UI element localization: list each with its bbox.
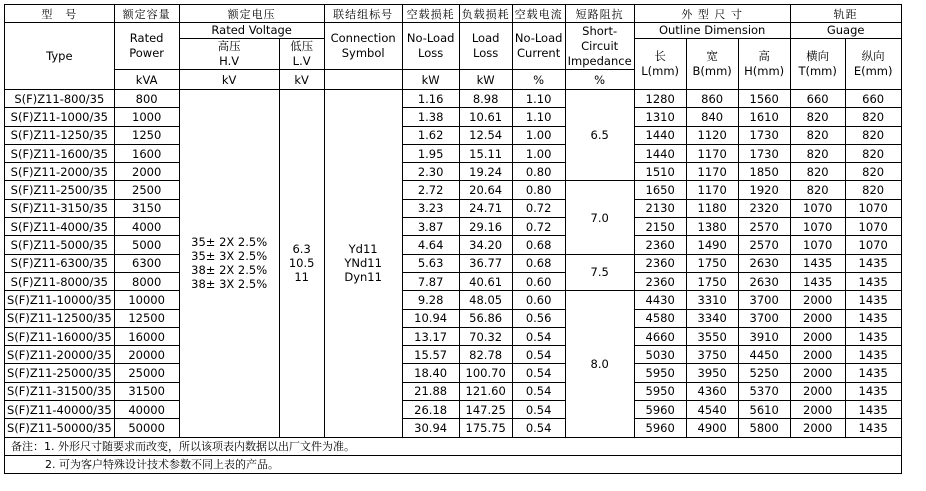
capacity-cell: 25000 <box>114 364 179 382</box>
gauge-t-cell: 1435 <box>790 254 845 272</box>
gauge-e-cell: 1435 <box>845 364 901 382</box>
hv-header-en: H.V <box>219 54 240 68</box>
load-loss-header-en-line1: Load <box>471 31 500 45</box>
capacity-header-cn: 额定容量 <box>114 5 179 23</box>
load-loss-cell: 175.75 <box>459 419 512 437</box>
gauge-t-cell: 820 <box>790 108 845 126</box>
load-loss-cell: 34.20 <box>459 236 512 254</box>
noload-loss-cell: 13.17 <box>402 327 459 345</box>
height-cell: 3700 <box>738 309 790 327</box>
spec-table-body <box>5 90 902 438</box>
voltage-header-en: Rated Voltage <box>179 23 324 39</box>
noload-loss-cell: 9.28 <box>402 291 459 309</box>
noload-current-cell: 0.60 <box>512 291 565 309</box>
noload-loss-cell: 21.88 <box>402 382 459 400</box>
noload-loss-cell: 4.64 <box>402 236 459 254</box>
noload-current-cell: 0.54 <box>512 419 565 437</box>
noload-current-header-en-line2: Current <box>517 46 561 60</box>
load-loss-header-en-line2: Loss <box>473 46 499 60</box>
noload-current-cell: 0.54 <box>512 346 565 364</box>
model-cell: S(F)Z11-25000/35 <box>5 364 115 382</box>
noload-loss-cell: 3.23 <box>402 199 459 217</box>
load-loss-cell: 121.60 <box>459 382 512 400</box>
noload-loss-cell: 18.40 <box>402 364 459 382</box>
length-cell: 1650 <box>634 181 686 199</box>
width-cell: 3550 <box>686 327 738 345</box>
width-cell: 1170 <box>686 144 738 162</box>
capacity-cell: 2000 <box>114 163 179 181</box>
length-cell: 1310 <box>634 108 686 126</box>
gauge-e-cell: 660 <box>845 90 901 108</box>
length-cell: 1440 <box>634 126 686 144</box>
capacity-cell: 1600 <box>114 144 179 162</box>
height-cell: 1920 <box>738 181 790 199</box>
noload-loss-unit: kW <box>402 70 459 90</box>
length-cell: 5030 <box>634 346 686 364</box>
hv-header <box>179 39 279 70</box>
height-cell: 1560 <box>738 90 790 108</box>
gauge-e-cell: 1435 <box>845 401 901 419</box>
gauge-e-cell: 820 <box>845 108 901 126</box>
load-loss-header-en <box>459 23 512 70</box>
model-header-cn: 型 号 <box>5 5 115 23</box>
capacity-header-en: Rated Power <box>114 23 179 70</box>
load-loss-cell: 147.25 <box>459 401 512 419</box>
gauge-t-cell: 820 <box>790 144 845 162</box>
width-cell: 1120 <box>686 126 738 144</box>
gauge-t-header <box>790 39 845 90</box>
gauge-header-en: Guage <box>790 23 901 39</box>
model-cell: S(F)Z11-12500/35 <box>5 309 115 327</box>
gauge-t-cell: 820 <box>790 126 845 144</box>
capacity-cell: 4000 <box>114 218 179 236</box>
noload-current-cell: 0.80 <box>512 181 565 199</box>
model-cell: S(F)Z11-5000/35 <box>5 236 115 254</box>
model-cell: S(F)Z11-4000/35 <box>5 218 115 236</box>
gauge-t-cell: 660 <box>790 90 845 108</box>
noload-loss-cell: 1.16 <box>402 90 459 108</box>
length-cell: 2360 <box>634 254 686 272</box>
length-cell: 2360 <box>634 236 686 254</box>
capacity-cell: 10000 <box>114 291 179 309</box>
height-cell: 1730 <box>738 126 790 144</box>
gauge-e-cell: 820 <box>845 126 901 144</box>
capacity-cell: 31500 <box>114 382 179 400</box>
length-cell: 2130 <box>634 199 686 217</box>
model-cell: S(F)Z11-800/35 <box>5 90 115 108</box>
width-cell: 1750 <box>686 254 738 272</box>
capacity-cell: 800 <box>114 90 179 108</box>
length-cell: 1440 <box>634 144 686 162</box>
length-cell: 2360 <box>634 272 686 290</box>
gauge-t-cell: 1435 <box>790 272 845 290</box>
width-header <box>686 39 738 90</box>
table-row <box>5 327 902 345</box>
load-loss-cell: 36.77 <box>459 254 512 272</box>
table-row <box>5 236 902 254</box>
length-cell: 2150 <box>634 218 686 236</box>
model-cell: S(F)Z11-6300/35 <box>5 254 115 272</box>
gauge-e-cell: 1435 <box>845 346 901 364</box>
width-cell: 4360 <box>686 382 738 400</box>
noload-current-header-en-line1: No-Load <box>514 31 563 45</box>
gauge-e-cell: 820 <box>845 163 901 181</box>
lv-unit: kV <box>279 70 324 90</box>
width-cell: 3750 <box>686 346 738 364</box>
connection-group-cell: Yd11 YNd11 Dyn11 <box>324 90 402 438</box>
length-cell: 5960 <box>634 401 686 419</box>
capacity-cell: 8000 <box>114 272 179 290</box>
width-cell: 1490 <box>686 236 738 254</box>
impedance-header-en-line3: Impedance <box>567 53 632 68</box>
impedance-header-en <box>565 23 634 70</box>
connection-header-en-line1: Connection <box>330 31 396 45</box>
impedance-header-en-line2: Circuit <box>581 38 619 53</box>
width-cell: 4540 <box>686 401 738 419</box>
lv-header-cn: 低压 <box>290 39 314 53</box>
model-cell: S(F)Z11-40000/35 <box>5 401 115 419</box>
length-cell: 5950 <box>634 364 686 382</box>
gauge-e-cell: 1435 <box>845 291 901 309</box>
noload-loss-cell: 10.94 <box>402 309 459 327</box>
impedance-group-cell: 7.5 <box>565 254 634 291</box>
gauge-t-cell: 2000 <box>790 382 845 400</box>
height-header <box>738 39 790 90</box>
table-row <box>5 108 902 126</box>
model-cell: S(F)Z11-2500/35 <box>5 181 115 199</box>
load-loss-cell: 40.61 <box>459 272 512 290</box>
load-loss-cell: 100.70 <box>459 364 512 382</box>
width-cell: 3950 <box>686 364 738 382</box>
noload-loss-cell: 2.30 <box>402 163 459 181</box>
noload-loss-cell: 5.63 <box>402 254 459 272</box>
height-header-en: H(mm) <box>744 64 785 78</box>
gauge-t-cell: 1070 <box>790 218 845 236</box>
transformer-spec-table <box>4 4 902 474</box>
gauge-t-cell: 2000 <box>790 346 845 364</box>
gauge-t-cell: 2000 <box>790 291 845 309</box>
capacity-cell: 16000 <box>114 327 179 345</box>
noload-loss-header-cn: 空载损耗 <box>402 5 459 23</box>
height-cell: 3910 <box>738 327 790 345</box>
table-row <box>5 199 902 217</box>
table-row <box>5 90 902 108</box>
capacity-cell: 12500 <box>114 309 179 327</box>
gauge-t-cell: 2000 <box>790 401 845 419</box>
width-header-en: B(mm) <box>692 64 732 78</box>
capacity-cell: 5000 <box>114 236 179 254</box>
height-cell: 1850 <box>738 163 790 181</box>
width-cell: 4900 <box>686 419 738 437</box>
table-row <box>5 126 902 144</box>
impedance-group-cell: 8.0 <box>565 291 634 437</box>
noload-current-cell: 0.54 <box>512 327 565 345</box>
noload-loss-cell: 15.57 <box>402 346 459 364</box>
length-header-cn: 长 <box>654 49 666 63</box>
length-cell: 5960 <box>634 419 686 437</box>
noload-loss-header-en-line2: Loss <box>418 46 444 60</box>
gauge-t-cell: 2000 <box>790 419 845 437</box>
load-loss-cell: 8.98 <box>459 90 512 108</box>
height-cell: 1730 <box>738 144 790 162</box>
gauge-e-cell: 1070 <box>845 236 901 254</box>
noload-current-cell: 0.54 <box>512 364 565 382</box>
noload-current-cell: 1.00 <box>512 144 565 162</box>
width-cell: 1170 <box>686 181 738 199</box>
table-row <box>5 163 902 181</box>
table-row <box>5 218 902 236</box>
width-cell: 3310 <box>686 291 738 309</box>
capacity-cell: 1250 <box>114 126 179 144</box>
table-row <box>5 401 902 419</box>
noload-current-cell: 0.56 <box>512 309 565 327</box>
gauge-e-cell: 1435 <box>845 272 901 290</box>
height-cell: 5370 <box>738 382 790 400</box>
noload-loss-header-en-line1: No-Load <box>406 31 455 45</box>
gauge-t-cell: 1070 <box>790 236 845 254</box>
load-loss-cell: 56.86 <box>459 309 512 327</box>
gauge-t-cell: 820 <box>790 181 845 199</box>
width-cell: 1180 <box>686 199 738 217</box>
noload-current-cell: 0.72 <box>512 218 565 236</box>
height-cell: 5610 <box>738 401 790 419</box>
model-cell: S(F)Z11-2000/35 <box>5 163 115 181</box>
model-cell: S(F)Z11-1600/35 <box>5 144 115 162</box>
gauge-t-cell: 1070 <box>790 199 845 217</box>
gauge-t-cell: 820 <box>790 163 845 181</box>
gauge-e-cell: 1435 <box>845 254 901 272</box>
model-cell: S(F)Z11-20000/35 <box>5 346 115 364</box>
model-cell: S(F)Z11-31500/35 <box>5 382 115 400</box>
height-cell: 1610 <box>738 108 790 126</box>
lv-header <box>279 39 324 70</box>
note-1: 备注：1. 外形尺寸随要求而改变，所以该项表内数据以出厂文件为准。 <box>5 437 902 455</box>
gauge-t-header-en: T(mm) <box>798 64 837 78</box>
height-cell: 2320 <box>738 199 790 217</box>
outline-header-en: Outline Dimension <box>634 23 790 39</box>
height-cell: 2570 <box>738 218 790 236</box>
noload-current-cell: 0.72 <box>512 199 565 217</box>
noload-loss-cell: 1.95 <box>402 144 459 162</box>
table-row <box>5 291 902 309</box>
capacity-cell: 3150 <box>114 199 179 217</box>
height-cell: 2630 <box>738 272 790 290</box>
gauge-t-header-cn: 横向 <box>806 49 830 63</box>
connection-unit-blank <box>324 70 402 90</box>
connection-header-cn: 联结组标号 <box>324 5 402 23</box>
table-row <box>5 144 902 162</box>
load-loss-cell: 48.05 <box>459 291 512 309</box>
height-cell: 4450 <box>738 346 790 364</box>
noload-current-header-en <box>512 23 565 70</box>
load-loss-cell: 15.11 <box>459 144 512 162</box>
table-row <box>5 382 902 400</box>
length-cell: 4660 <box>634 327 686 345</box>
hv-header-cn: 高压 <box>217 39 241 53</box>
noload-loss-cell: 26.18 <box>402 401 459 419</box>
connection-header-en <box>324 23 402 70</box>
capacity-cell: 50000 <box>114 419 179 437</box>
length-cell: 4580 <box>634 309 686 327</box>
capacity-cell: 6300 <box>114 254 179 272</box>
gauge-e-header <box>845 39 901 90</box>
load-loss-cell: 19.24 <box>459 163 512 181</box>
load-loss-cell: 12.54 <box>459 126 512 144</box>
noload-current-unit: % <box>512 70 565 90</box>
load-loss-header-cn: 负载损耗 <box>459 5 512 23</box>
noload-current-cell: 0.80 <box>512 163 565 181</box>
noload-current-cell: 0.54 <box>512 382 565 400</box>
impedance-group-cell: 7.0 <box>565 181 634 254</box>
load-loss-cell: 20.64 <box>459 181 512 199</box>
model-cell: S(F)Z11-3150/35 <box>5 199 115 217</box>
model-cell: S(F)Z11-8000/35 <box>5 272 115 290</box>
width-cell: 840 <box>686 108 738 126</box>
gauge-t-cell: 2000 <box>790 364 845 382</box>
noload-current-cell: 0.60 <box>512 272 565 290</box>
capacity-cell: 1000 <box>114 108 179 126</box>
hv-unit: kV <box>179 70 279 90</box>
load-loss-cell: 70.32 <box>459 327 512 345</box>
model-cell: S(F)Z11-16000/35 <box>5 327 115 345</box>
voltage-header-cn: 额定电压 <box>179 5 324 23</box>
capacity-cell: 40000 <box>114 401 179 419</box>
impedance-header-cn: 短路阻抗 <box>565 5 634 23</box>
gauge-e-header-en: E(mm) <box>853 64 893 78</box>
noload-loss-cell: 30.94 <box>402 419 459 437</box>
capacity-cell: 20000 <box>114 346 179 364</box>
lv-header-en: L.V <box>292 54 311 68</box>
model-header-en: Type <box>5 23 115 90</box>
gauge-e-cell: 1435 <box>845 419 901 437</box>
length-cell: 1280 <box>634 90 686 108</box>
table-row <box>5 364 902 382</box>
noload-current-cell: 1.00 <box>512 126 565 144</box>
capacity-unit: kVA <box>114 70 179 90</box>
width-cell: 1380 <box>686 218 738 236</box>
length-cell: 1510 <box>634 163 686 181</box>
noload-loss-cell: 7.87 <box>402 272 459 290</box>
gauge-e-cell: 1435 <box>845 327 901 345</box>
outline-header-cn: 外 型 尺 寸 <box>634 5 790 23</box>
load-loss-cell: 24.71 <box>459 199 512 217</box>
noload-current-cell: 1.10 <box>512 90 565 108</box>
width-header-cn: 宽 <box>706 49 718 63</box>
gauge-t-cell: 2000 <box>790 327 845 345</box>
length-cell: 5950 <box>634 382 686 400</box>
noload-loss-cell: 1.38 <box>402 108 459 126</box>
model-cell: S(F)Z11-10000/35 <box>5 291 115 309</box>
hv-group-cell: 35± 2X 2.5% 35± 3X 2.5% 38± 2X 2.5% 38± 3X 2.5% <box>179 90 279 438</box>
noload-current-cell: 0.68 <box>512 254 565 272</box>
noload-loss-cell: 3.87 <box>402 218 459 236</box>
noload-current-cell: 0.68 <box>512 236 565 254</box>
load-loss-cell: 10.61 <box>459 108 512 126</box>
noload-current-cell: 0.54 <box>512 401 565 419</box>
noload-current-cell: 1.10 <box>512 108 565 126</box>
impedance-unit: % <box>565 70 634 90</box>
length-header <box>634 39 686 90</box>
height-cell: 2630 <box>738 254 790 272</box>
table-row <box>5 254 902 272</box>
width-cell: 860 <box>686 90 738 108</box>
length-cell: 4430 <box>634 291 686 309</box>
height-cell: 3700 <box>738 291 790 309</box>
load-loss-unit: kW <box>459 70 512 90</box>
lv-group-cell: 6.3 10.5 11 <box>279 90 324 438</box>
gauge-e-cell: 820 <box>845 181 901 199</box>
gauge-t-cell: 2000 <box>790 309 845 327</box>
impedance-group-cell: 6.5 <box>565 90 634 181</box>
noload-loss-cell: 1.62 <box>402 126 459 144</box>
length-header-en: L(mm) <box>641 64 680 78</box>
noload-loss-cell: 2.72 <box>402 181 459 199</box>
impedance-header-en-line1: Short- <box>582 23 618 38</box>
model-cell: S(F)Z11-1000/35 <box>5 108 115 126</box>
capacity-cell: 2500 <box>114 181 179 199</box>
load-loss-cell: 82.78 <box>459 346 512 364</box>
gauge-e-cell: 1435 <box>845 382 901 400</box>
noload-current-header-cn: 空载电流 <box>512 5 565 23</box>
load-loss-cell: 29.16 <box>459 218 512 236</box>
width-cell: 1750 <box>686 272 738 290</box>
model-cell: S(F)Z11-1250/35 <box>5 126 115 144</box>
gauge-e-cell: 1070 <box>845 218 901 236</box>
note-2: 2. 可为客户特殊设计技术参数不同上表的产品。 <box>5 455 902 473</box>
noload-loss-header-en <box>402 23 459 70</box>
table-row <box>5 419 902 437</box>
height-cell: 5250 <box>738 364 790 382</box>
table-row <box>5 272 902 290</box>
table-row <box>5 309 902 327</box>
gauge-header-cn: 轨距 <box>790 5 901 23</box>
height-header-cn: 高 <box>758 49 770 63</box>
gauge-e-cell: 1435 <box>845 309 901 327</box>
table-row <box>5 181 902 199</box>
table-row <box>5 346 902 364</box>
gauge-e-header-cn: 纵向 <box>861 49 885 63</box>
width-cell: 1170 <box>686 163 738 181</box>
model-cell: S(F)Z11-50000/35 <box>5 419 115 437</box>
connection-header-en-line2: Symbol <box>341 46 385 60</box>
width-cell: 3340 <box>686 309 738 327</box>
gauge-e-cell: 1070 <box>845 199 901 217</box>
height-cell: 2570 <box>738 236 790 254</box>
height-cell: 5800 <box>738 419 790 437</box>
gauge-e-cell: 820 <box>845 144 901 162</box>
